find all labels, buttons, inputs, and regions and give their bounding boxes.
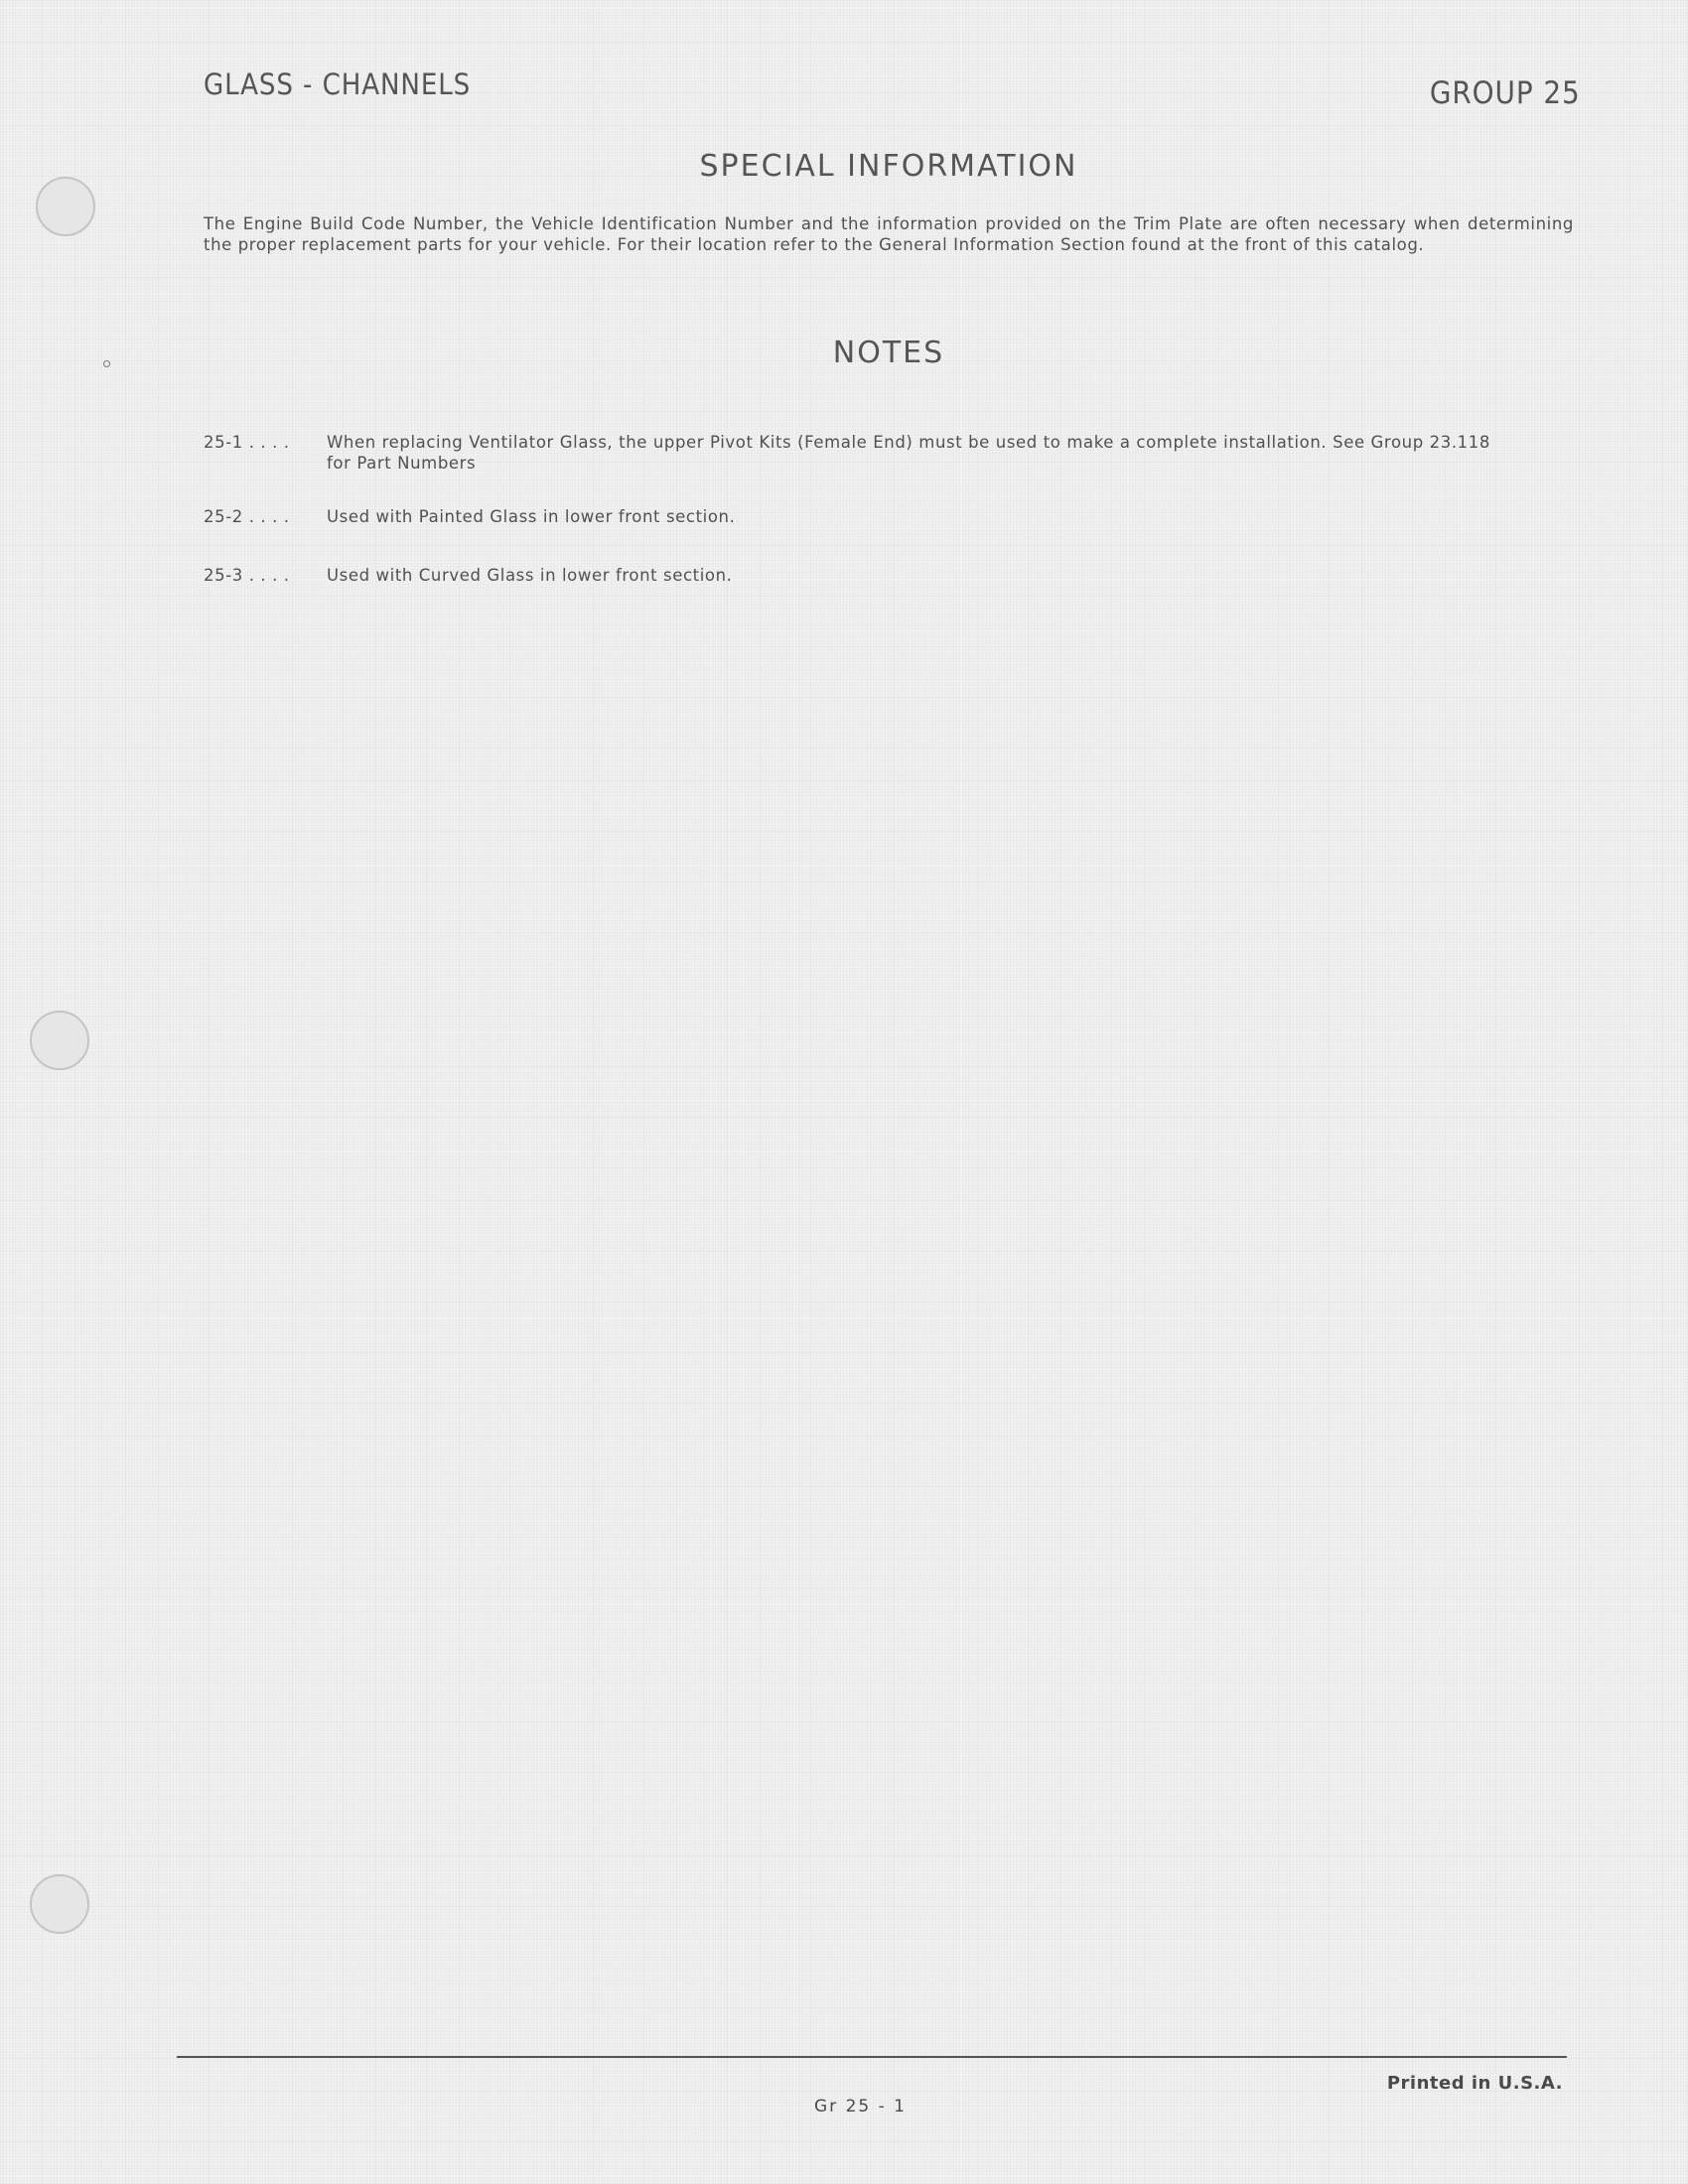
- binder-hole-bottom: [30, 1874, 89, 1934]
- printed-in-label: Printed in U.S.A.: [1386, 2073, 1563, 2094]
- note-item: [204, 506, 1508, 527]
- note-text: Used with Painted Glass in lower front section.: [327, 507, 736, 526]
- group-heading: GROUP 25: [1430, 75, 1581, 111]
- footer-divider: [177, 2056, 1567, 2058]
- note-text: When replacing Ventilator Glass, the upper Pivot Kits (Female End) must be used to make a complete installation. See Group 23.118 for Part Numbers: [327, 433, 1490, 473]
- note-text: Used with Curved Glass in lower front section.: [327, 566, 733, 585]
- notes-title: NOTES: [832, 336, 945, 370]
- note-item: [204, 432, 1508, 474]
- special-information-text: The Engine Build Code Number, the Vehicle Identification Number and the information provided on the Trim Plate are often necessary when determining the proper replacement parts for your vehicle. For their location refer to the General Information Section found at the front of this catalog.: [204, 214, 1574, 254]
- note-number: 25-1 . . . .: [204, 433, 290, 452]
- special-information-title: SPECIAL INFORMATION: [699, 149, 1078, 184]
- binder-hole-middle: [30, 1011, 89, 1070]
- page-number: Gr 25 - 1: [814, 2097, 907, 2116]
- note-item: [204, 565, 1508, 586]
- binder-hole-top: [36, 177, 95, 236]
- note-number: 25-3 . . . .: [204, 566, 290, 585]
- note-number: 25-2 . . . .: [204, 507, 290, 526]
- section-heading: GLASS - CHANNELS: [204, 68, 472, 101]
